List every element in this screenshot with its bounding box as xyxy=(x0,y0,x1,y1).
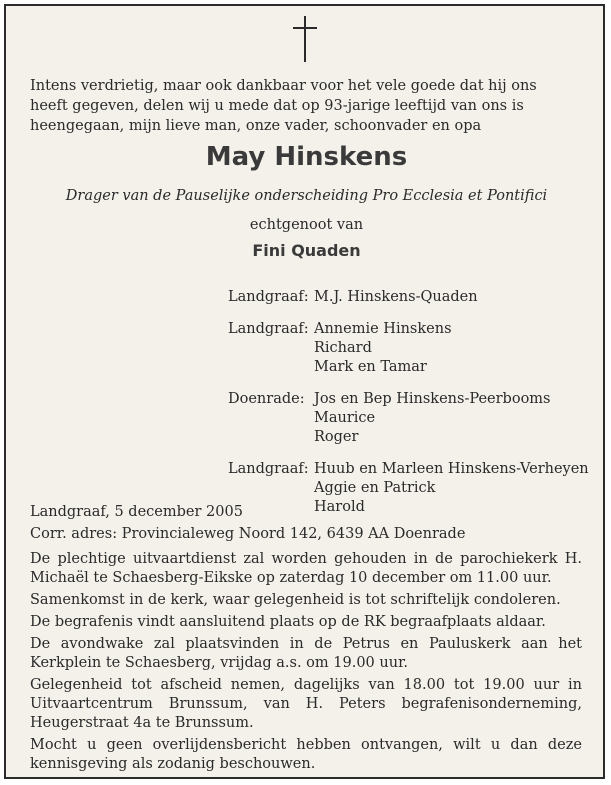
family-group xyxy=(228,288,589,307)
family-group xyxy=(228,390,589,447)
family-place: Landgraaf: xyxy=(228,289,309,305)
spouse-intro: echtgenoot van xyxy=(249,217,364,233)
family-member: Roger xyxy=(314,429,359,445)
family-place: Doenrade: xyxy=(228,391,305,407)
family-member: Huub en Marleen Hinskens-Verheyen xyxy=(314,461,589,477)
family-member: Richard xyxy=(314,340,372,356)
correspondence-address: Corr. adres: Provincialeweg Noord 142, 6439 AA Doenrade xyxy=(30,526,466,542)
family-list xyxy=(228,288,589,530)
cross-icon xyxy=(293,16,317,62)
deceased-name: May Hinskens xyxy=(205,142,408,172)
family-member: Jos en Bep Hinskens-Peerbooms xyxy=(314,391,551,407)
family-member: Annemie Hinskens xyxy=(314,321,452,337)
family-place: Landgraaf: xyxy=(228,461,309,477)
intro-text: Intens verdrietig, maar ook dankbaar voor het vele goede dat hij ons heeft gegeven, delen wij u mede dat op 93-jarige leeftijd van ons is heengegaan, mijn lieve man, onze vader, schoonvader en opa xyxy=(30,78,537,134)
family-member: Harold xyxy=(314,499,365,515)
place-date: Landgraaf, 5 december 2005 xyxy=(30,504,243,520)
family-group xyxy=(228,320,589,377)
family-place: Landgraaf: xyxy=(228,321,309,337)
gathering-text: Samenkomst in de kerk, waar gelegenheid is tot schriftelijk condoleren. xyxy=(30,592,561,608)
notice-footer xyxy=(30,503,582,777)
spouse-name: Fini Quaden xyxy=(252,241,361,260)
distinction-text: Drager van de Pauselijke onderscheiding Pro Ecclesia et Pontifici xyxy=(65,188,548,204)
family-member: Aggie en Patrick xyxy=(314,480,436,496)
funeral-service-text: De plechtige uitvaartdienst zal worden gehouden in de parochiekerk H. Michaël te Schaesberg-Eikske op zaterdag 10 december om 11.00 uur. xyxy=(30,551,582,586)
burial-text: De begrafenis vindt aansluitend plaats op de RK begraafplaats aldaar. xyxy=(30,614,546,630)
death-notice xyxy=(4,4,605,779)
family-member: M.J. Hinskens-Quaden xyxy=(314,289,478,305)
notice-closing-text: Mocht u geen overlijdensbericht hebben ontvangen, wilt u dan deze kennisgeving als zodanig beschouwen. xyxy=(30,737,582,772)
family-member: Mark en Tamar xyxy=(314,359,427,375)
family-member: Maurice xyxy=(314,410,376,426)
vigil-text: De avondwake zal plaatsvinden in de Petrus en Pauluskerk aan het Kerkplein te Schaesberg, vrijdag a.s. om 19.00 uur. xyxy=(30,636,582,671)
farewell-text: Gelegenheid tot afscheid nemen, dagelijks van 18.00 tot 19.00 uur in Uitvaartcentrum Brunssum, van H. Peters begrafenisonderneming, Heugerstraat 4a te Brunssum. xyxy=(30,677,582,731)
